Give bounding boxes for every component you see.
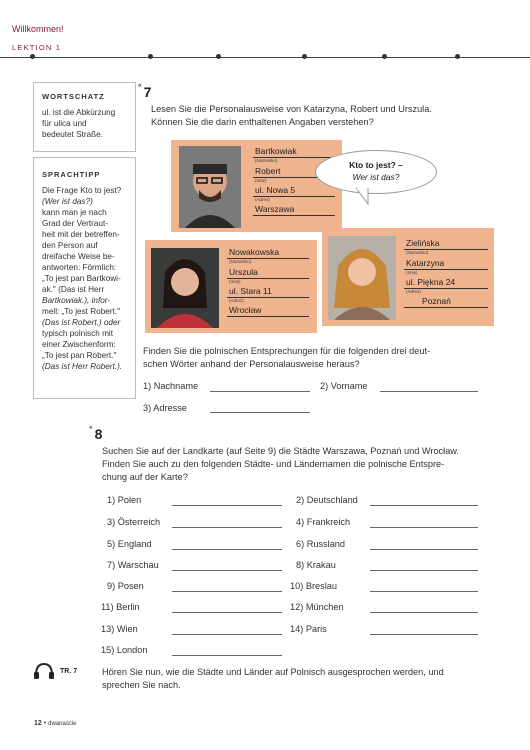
city-item: 1) Polen	[107, 495, 142, 505]
sprachtipp-line: mell: „To jest Robert."	[42, 307, 120, 316]
id-card-robert	[171, 140, 342, 232]
city-item: 7) Warschau	[107, 560, 159, 570]
city-item: 11) Berlin	[101, 602, 140, 612]
answer-field[interactable]	[172, 527, 282, 528]
sprachtipp-line: dreifache Weise be-	[42, 252, 115, 261]
city-item: 13) Wien	[101, 624, 138, 634]
answer-field-vorname[interactable]	[380, 391, 478, 392]
city-item: 6) Russland	[296, 539, 346, 549]
sprachtipp-line: kann man je nach	[42, 208, 107, 217]
answer-field[interactable]	[370, 634, 478, 635]
sprachtipp-line: typisch polnisch mit	[42, 329, 113, 338]
city-item: 12) München	[290, 602, 344, 612]
answer-field-nachname[interactable]	[210, 391, 310, 392]
card-label: (Nazwisko)	[229, 259, 252, 264]
speech-bubble	[315, 150, 437, 194]
answer-field[interactable]	[370, 612, 478, 613]
sprachtipp-line: ak." (Das ist Herr	[42, 285, 105, 294]
sprachtipp-line: Grad der Vertraut-	[42, 219, 108, 228]
answer-field-adresse[interactable]	[210, 412, 310, 413]
card-label: (Adres)	[255, 197, 270, 202]
card-label: (Imię)	[229, 279, 241, 284]
sprachtipp-line: Die Frage Kto to jest?	[42, 186, 122, 195]
answer-field[interactable]	[370, 570, 478, 571]
wortschatz-box	[33, 82, 136, 152]
chapter-title: Willkommen!	[12, 24, 64, 34]
rule-dot	[455, 54, 460, 59]
sprachtipp-title: SPRACHTIPP	[42, 170, 101, 179]
card-address: ul. Stara 11	[229, 286, 272, 296]
answer-field[interactable]	[172, 591, 282, 592]
answer-field[interactable]	[172, 655, 282, 656]
rule-dot	[302, 54, 307, 59]
card-city: Warszawa	[255, 204, 295, 214]
city-item: 14) Paris	[290, 624, 327, 634]
wortschatz-title: WORTSCHATZ	[42, 92, 105, 101]
city-item: 15) London	[101, 645, 148, 655]
wortschatz-line: bedeutet Straße.	[42, 130, 103, 139]
answer-label-adresse: 3) Adresse	[143, 403, 187, 413]
rule-dot	[30, 54, 35, 59]
city-item: 10) Breslau	[290, 581, 337, 591]
lesson-label: LEKTION 1	[12, 43, 62, 52]
card-name: Robert	[255, 166, 281, 176]
answer-field[interactable]	[370, 527, 478, 528]
card-label: (Nazwisko)	[406, 250, 429, 255]
answer-field[interactable]	[172, 505, 282, 506]
page-number: 12 • dwanaście	[34, 720, 77, 727]
exercise-8-number: ° 8	[89, 424, 103, 442]
sprachtipp-line: (Wer ist das?)	[42, 197, 93, 206]
id-card-urszula	[145, 240, 317, 333]
sprachtipp-line: Bartkowiak.), infor-	[42, 296, 111, 305]
sprachtipp-line: „To jest pan Robert."	[42, 351, 117, 360]
city-item: 9) Posen	[107, 581, 144, 591]
card-address: ul. Piękna 24	[406, 277, 456, 287]
city-item: 5) England	[107, 539, 152, 549]
sprachtipp-line: (Das ist Herr Robert.).	[42, 362, 123, 371]
exercise-7-intro: Lesen Sie die Personalausweise von Katarzyna, Robert und Urszula. Können Sie die darin enthaltenen Angaben verstehen?	[151, 104, 432, 127]
card-surname: Zielińska	[406, 238, 440, 248]
city-item: 2) Deutschland	[296, 495, 358, 505]
sprachtipp-line: heit mit der betreffen-	[42, 230, 120, 239]
answer-field[interactable]	[172, 570, 282, 571]
exercise-7-question: Finden Sie die polnischen Entsprechungen für die folgenden drei deut- schen Wörter anhand der Personalausweise heraus?	[143, 346, 431, 369]
sprachtipp-line: „To jest pan Bartkowi-	[42, 274, 121, 283]
card-label: (Nazwisko)	[255, 158, 278, 163]
answer-field[interactable]	[370, 591, 478, 592]
card-surname: Nowakowska	[229, 247, 280, 257]
card-label: (Imię)	[406, 270, 418, 275]
audio-track-label: TR. 7	[60, 668, 78, 675]
answer-field[interactable]	[172, 612, 282, 613]
sprachtipp-text	[42, 185, 134, 372]
sprachtipp-line: einer Zwischenform:	[42, 340, 116, 349]
card-label: (Adres)	[229, 298, 244, 303]
answer-field[interactable]	[172, 549, 282, 550]
card-label: (Adres)	[406, 289, 421, 294]
sprachtipp-line: antworten: Förmlich:	[42, 263, 117, 272]
audio-instructions: Hören Sie nun, wie die Städte und Länder auf Polnisch ausgesprochen werden, und sprechen Sie nach.	[102, 667, 444, 690]
card-line	[404, 307, 488, 308]
answer-field[interactable]	[172, 634, 282, 635]
bubble-answer: Wer ist das?	[352, 172, 400, 182]
card-label: (Imię)	[255, 178, 267, 183]
photo-urszula	[151, 248, 219, 328]
rule-dot	[216, 54, 221, 59]
photo-katarzyna	[328, 236, 396, 320]
sprachtipp-box	[33, 157, 136, 399]
city-item: 8) Krakau	[296, 560, 336, 570]
card-name: Katarzyna	[406, 258, 445, 268]
headphones-icon[interactable]	[33, 662, 55, 680]
answer-label-nachname: 1) Nachname	[143, 381, 199, 391]
sprachtipp-line: den Person auf	[42, 241, 98, 250]
header-rule	[0, 57, 530, 58]
card-name: Urszula	[229, 267, 258, 277]
bubble-tail	[354, 188, 374, 206]
answer-field[interactable]	[370, 549, 478, 550]
photo-robert	[179, 146, 241, 228]
card-line	[253, 215, 335, 216]
bubble-question: Kto to jest? –	[349, 160, 403, 170]
card-city: Poznań	[422, 296, 451, 306]
wortschatz-line: ul. ist die Abkürzung	[42, 108, 116, 117]
exercise-7-number: ° 7	[138, 82, 152, 100]
rule-dot	[148, 54, 153, 59]
card-address: ul. Nowa 5	[255, 185, 296, 195]
card-surname: Bartkowiak	[255, 146, 297, 156]
card-city: Wrocław	[229, 305, 262, 315]
card-line	[227, 316, 309, 317]
city-item: 3) Österreich	[107, 517, 161, 527]
city-item: 4) Frankreich	[296, 517, 351, 527]
answer-label-vorname: 2) Vorname	[320, 381, 368, 391]
wortschatz-line: für ulica und	[42, 119, 87, 128]
sprachtipp-line: (Das ist Robert.) oder	[42, 318, 121, 327]
id-card-katarzyna	[322, 228, 494, 326]
answer-field[interactable]	[370, 505, 478, 506]
exercise-8-intro: Suchen Sie auf der Landkarte (auf Seite 9) die Städte Warszawa, Poznań und Wrocław. Finden Sie auch zu den folgenden Städte- und Ländernamen die polnische Entspre- chung auf der Karte?	[102, 446, 459, 482]
rule-dot	[382, 54, 387, 59]
